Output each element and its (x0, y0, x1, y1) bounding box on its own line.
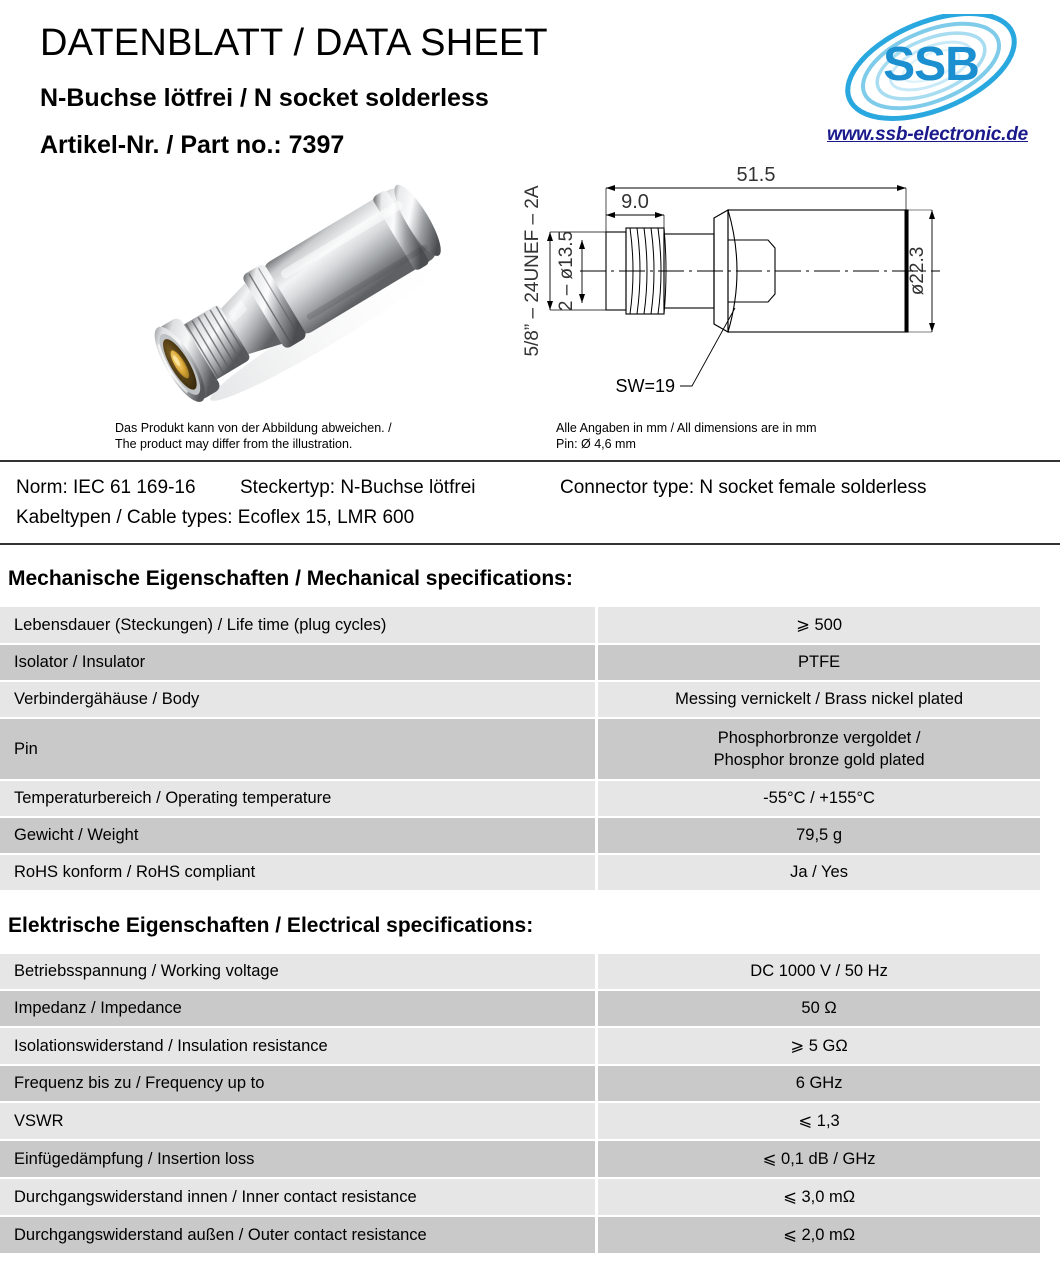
media-row (0, 164, 1060, 460)
table-row (0, 1103, 1040, 1139)
electrical-row-value: ⩽ 1,3 (598, 1103, 1040, 1139)
norm-line-2 (0, 503, 1060, 533)
connector-type-en: Connector type: N socket female solderless (560, 477, 927, 498)
dim-thread-spec: 5/8” – 24UNEF – 2A (522, 185, 543, 357)
dim-outer-diameter: ø22.3 (907, 246, 928, 296)
table-row (0, 954, 1040, 989)
mechanical-row-value (598, 719, 1040, 779)
website-link[interactable]: www.ssb-electronic.de (827, 124, 1028, 145)
mechanical-row-key: RoHS konform / RoHS compliant (0, 855, 598, 890)
product-title: N-Buchse lötfrei / N socket solderless (40, 84, 489, 112)
table-row (0, 1217, 1040, 1253)
mechanical-row-key: Isolator / Insulator (0, 645, 598, 680)
electrical-row-key: Einfügedämpfung / Insertion loss (0, 1141, 598, 1177)
mechanical-row-key: Lebensdauer (Steckungen) / Life time (plug cycles) (0, 607, 598, 643)
electrical-row-key: Durchgangswiderstand innen / Inner contact resistance (0, 1179, 598, 1215)
table-row (0, 1179, 1040, 1215)
electrical-row-value: ⩽ 3,0 mΩ (598, 1179, 1040, 1215)
connector-photo-illustration (120, 170, 490, 420)
drawing-note-pin: Pin: Ø 4,6 mm (556, 437, 636, 451)
ssb-logo-icon (836, 14, 1026, 124)
norm-block (0, 462, 1060, 543)
drawing-note-units: Alle Angaben in mm / All dimensions are in mm (556, 421, 817, 435)
table-row (0, 607, 1040, 643)
electrical-row-key: VSWR (0, 1103, 598, 1139)
mechanical-title: Mechanische Eigenschaften / Mechanical specifications: (8, 567, 573, 590)
mechanical-row-key: Gewicht / Weight (0, 818, 598, 853)
mechanical-row-value: Messing vernickelt / Brass nickel plated (598, 682, 1040, 717)
electrical-row-key: Frequenz bis zu / Frequency up to (0, 1066, 598, 1101)
mechanical-row-value: PTFE (598, 645, 1040, 680)
electrical-row-value: ⩽ 2,0 mΩ (598, 1217, 1040, 1253)
table-row (0, 682, 1040, 717)
mechanical-row-key: Verbindergähäuse / Body (0, 682, 598, 717)
part-number: Artikel-Nr. / Part no.: 7397 (40, 131, 345, 159)
norm-standard: Norm: IEC 61 169-16 (16, 477, 196, 498)
page-title: DATENBLATT / DATA SHEET (40, 22, 548, 64)
mechanical-row-value-line: Phosphor bronze gold plated (713, 751, 925, 769)
electrical-title: Elektrische Eigenschaften / Electrical specifications: (8, 914, 534, 937)
photo-disclaimer-de: Das Produkt kann von der Abbildung abweichen. / (115, 421, 392, 435)
dim-thread-length: 9.0 (621, 191, 649, 213)
table-row (0, 991, 1040, 1026)
electrical-row-value: DC 1000 V / 50 Hz (598, 954, 1040, 989)
table-row (0, 818, 1040, 853)
electrical-row-key: Betriebsspannung / Working voltage (0, 954, 598, 989)
divider-bottom (0, 543, 1060, 545)
table-row (0, 781, 1040, 816)
electrical-row-value: ⩾ 5 GΩ (598, 1028, 1040, 1064)
technical-drawing (520, 158, 1050, 418)
electrical-row-value: ⩽ 0,1 dB / GHz (598, 1141, 1040, 1177)
mechanical-row-value: ⩾ 500 (598, 607, 1040, 643)
table-row (0, 1141, 1040, 1177)
electrical-row-key: Isolationswiderstand / Insulation resistance (0, 1028, 598, 1064)
electrical-row-value: 50 Ω (598, 991, 1040, 1026)
mechanical-section (0, 567, 1060, 892)
dim-total-length: 51.5 (736, 164, 776, 186)
mechanical-row-value-line: Phosphorbronze vergoldet / (717, 729, 921, 747)
electrical-section (0, 914, 1060, 1255)
electrical-table (0, 952, 1040, 1255)
ssb-logo (836, 14, 1026, 124)
connector-type-de: Steckertyp: N-Buchse lötfrei (240, 477, 476, 498)
drawing-notes (556, 420, 817, 452)
photo-disclaimer-en: The product may differ from the illustration. (115, 437, 353, 451)
product-photo (120, 170, 490, 420)
mechanical-table (0, 605, 1040, 892)
dimension-drawing-svg (520, 158, 1050, 420)
table-row (0, 1028, 1040, 1064)
table-row (0, 1066, 1040, 1101)
dim-inner-diameter: 2 – ø13.5 (556, 230, 577, 312)
mechanical-row-value: 79,5 g (598, 818, 1040, 853)
mechanical-row-value: Ja / Yes (598, 855, 1040, 890)
mechanical-row-value: -55°C / +155°C (598, 781, 1040, 816)
mechanical-row-key: Pin (0, 719, 598, 779)
table-row (0, 645, 1040, 680)
photo-disclaimer (115, 420, 392, 452)
norm-line-1 (0, 473, 1060, 503)
dim-wrench-size: SW=19 (615, 376, 675, 396)
electrical-row-value: 6 GHz (598, 1066, 1040, 1101)
table-row (0, 855, 1040, 890)
electrical-row-key: Impedanz / Impedance (0, 991, 598, 1026)
table-row (0, 719, 1040, 779)
page-header (0, 0, 1060, 170)
cable-types: Kabeltypen / Cable types: Ecoflex 15, LMR 600 (16, 507, 415, 528)
mechanical-row-key: Temperaturbereich / Operating temperature (0, 781, 598, 816)
ssb-logo-text: SSB (883, 38, 979, 91)
electrical-row-key: Durchgangswiderstand außen / Outer contact resistance (0, 1217, 598, 1253)
